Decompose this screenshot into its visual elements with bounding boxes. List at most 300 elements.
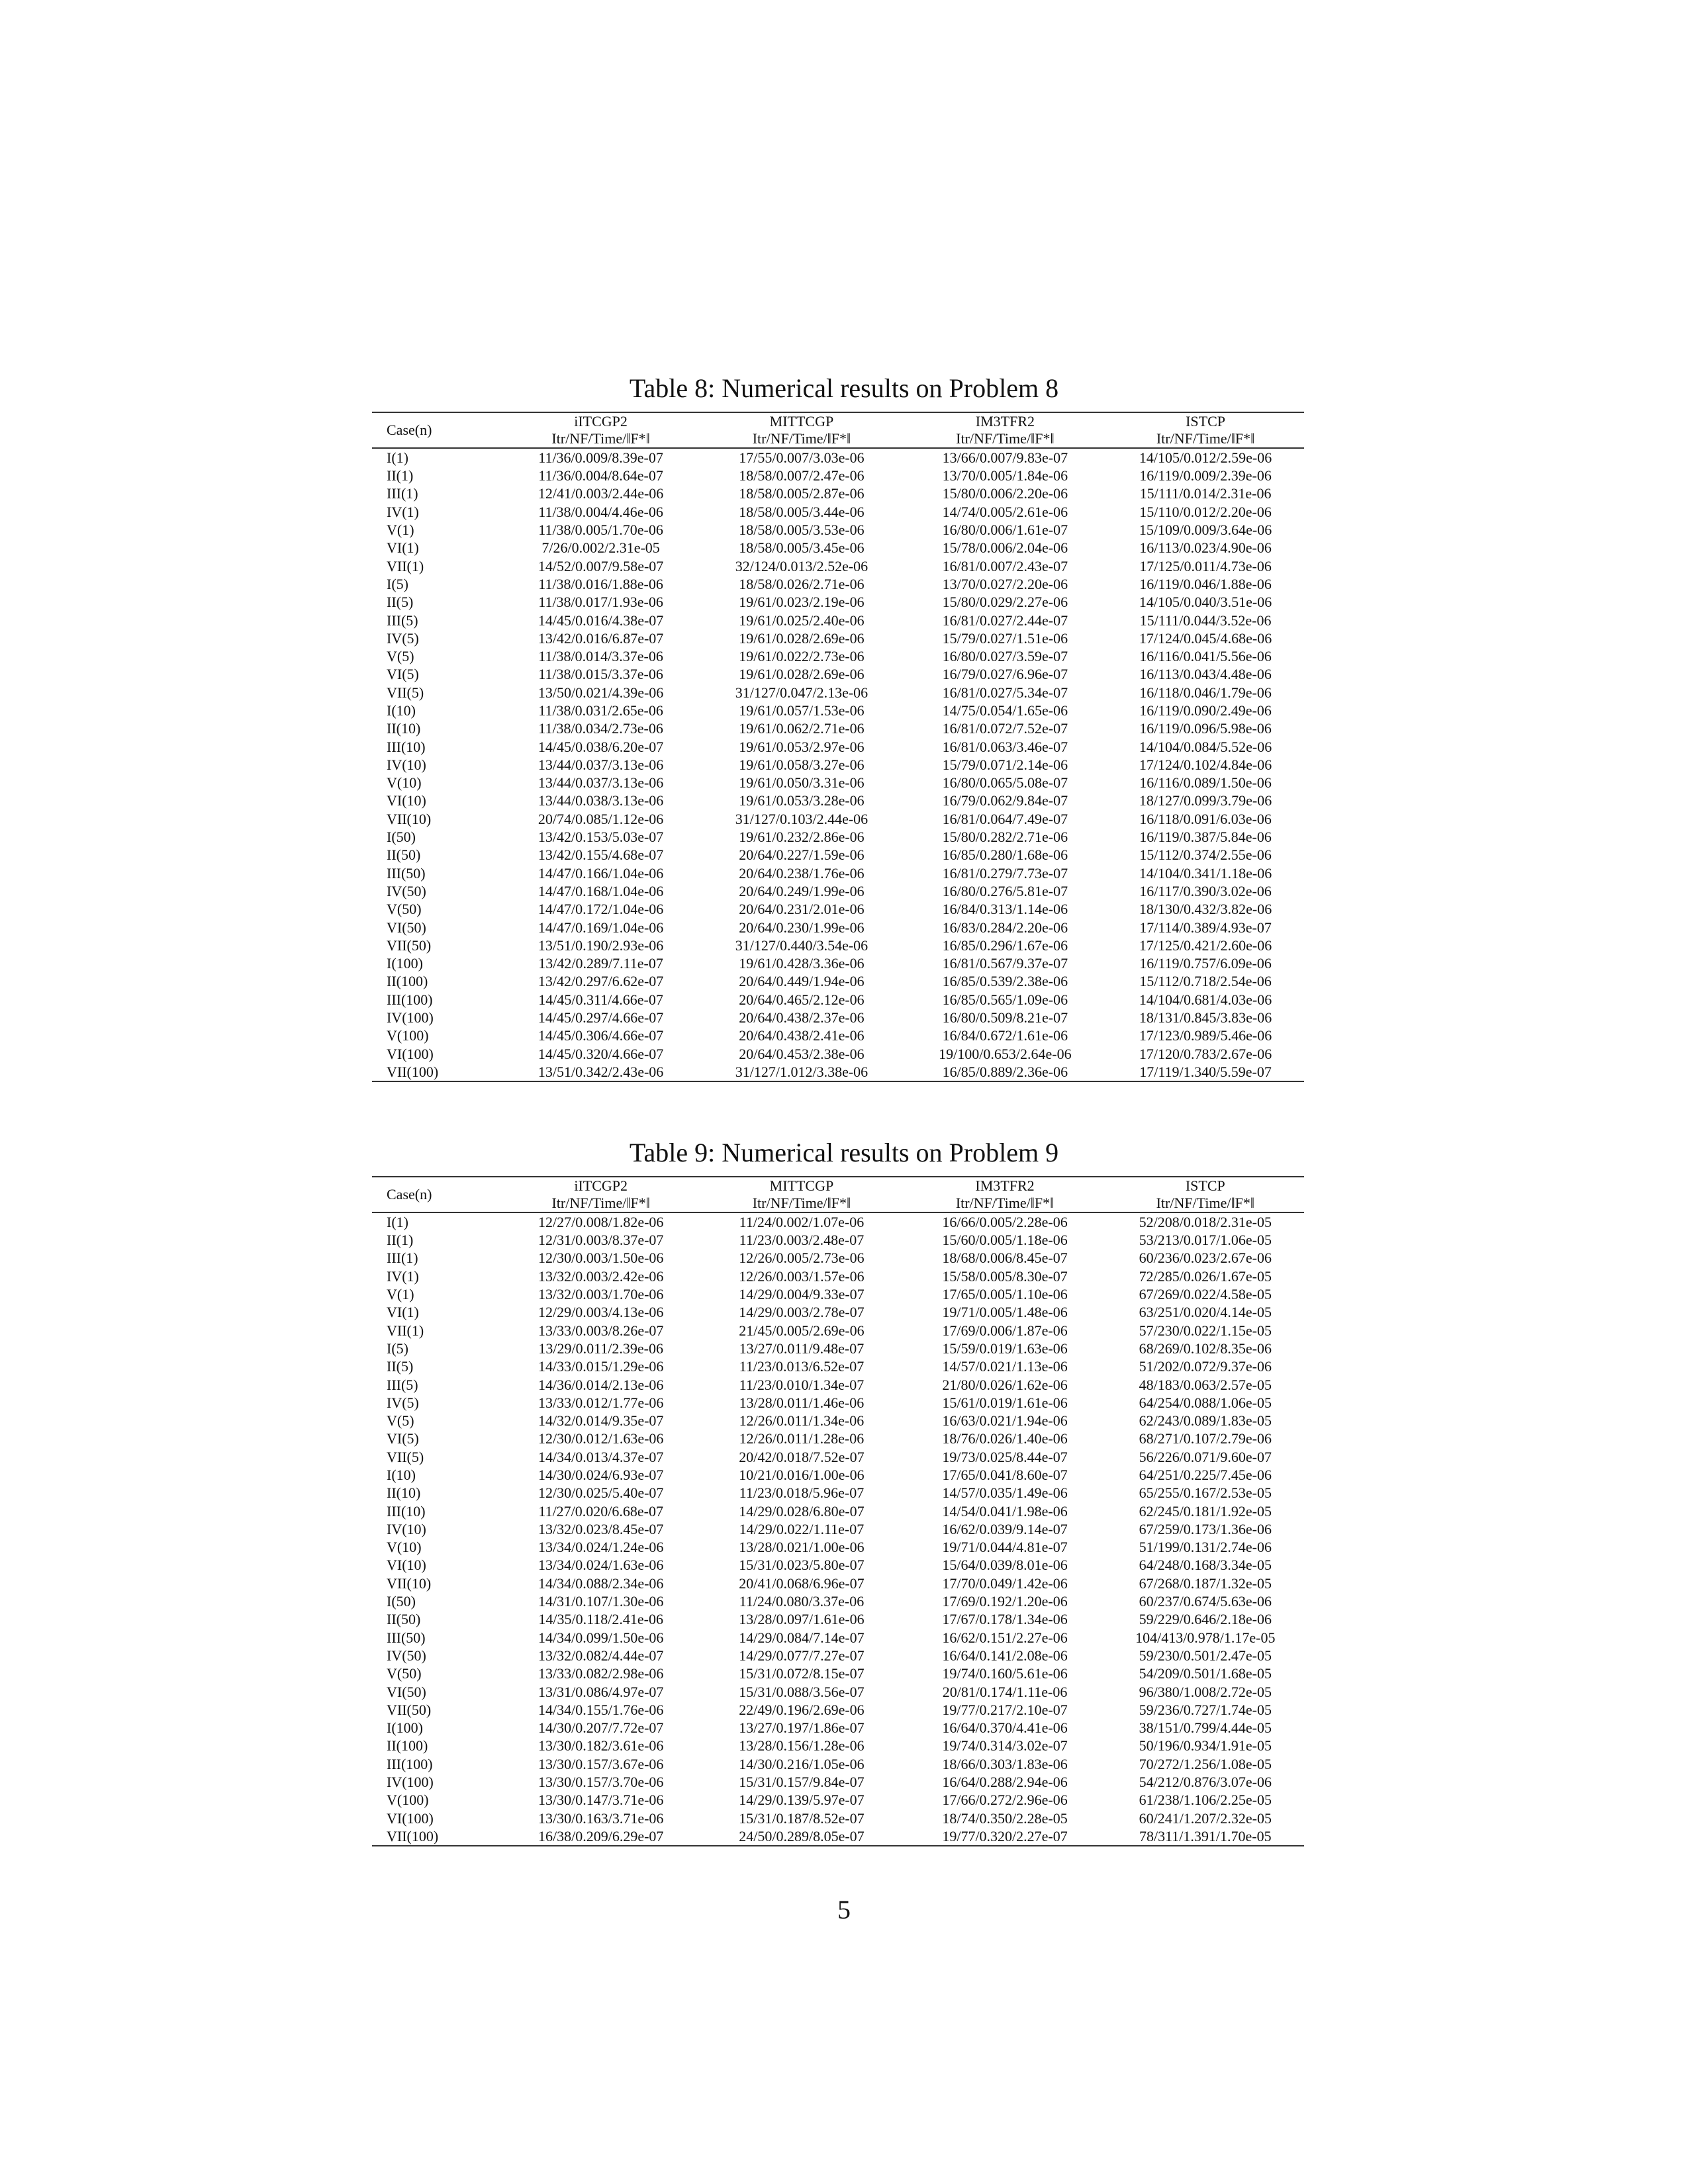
result-cell: 13/29/0.011/2.39e-06 — [538, 1340, 664, 1357]
table-row — [372, 665, 1304, 683]
result-cell: 11/36/0.004/8.64e-07 — [538, 467, 663, 484]
result-cell: 11/38/0.015/3.37e-06 — [538, 666, 663, 683]
result-cell: 13/44/0.037/3.13e-06 — [538, 774, 664, 792]
result-cell: 78/311/1.391/1.70e-05 — [1139, 1827, 1272, 1844]
table-row — [372, 1303, 1304, 1321]
case-cell: I(10) — [387, 1467, 416, 1483]
result-cell: 16/85/0.296/1.67e-06 — [942, 936, 1068, 954]
result-cell: 17/65/0.005/1.10e-06 — [942, 1286, 1068, 1303]
result-cell: 17/66/0.272/2.96e-06 — [942, 1792, 1068, 1809]
result-cell: 31/127/1.012/3.38e-06 — [735, 1063, 868, 1080]
table-row — [372, 792, 1304, 809]
result-cell: 18/58/0.005/3.44e-06 — [739, 503, 865, 520]
result-cell: 14/45/0.311/4.66e-07 — [538, 991, 663, 1008]
case-cell: VII(100) — [387, 1827, 439, 1844]
case-cell: VII(100) — [387, 1063, 439, 1080]
case-cell: II(1) — [387, 467, 414, 484]
result-cell: 15/80/0.006/2.20e-06 — [942, 485, 1068, 502]
method-header: ISTCP — [1185, 1177, 1225, 1194]
case-cell: VII(10) — [387, 810, 432, 827]
result-cell: 16/119/0.009/2.39e-06 — [1139, 467, 1272, 484]
result-cell: 14/47/0.168/1.04e-06 — [538, 882, 664, 899]
result-cell: 13/30/0.157/3.70e-06 — [538, 1774, 664, 1791]
result-cell: 18/58/0.026/2.71e-06 — [739, 575, 865, 592]
table-row — [372, 1267, 1304, 1285]
case-cell: II(50) — [387, 1611, 421, 1628]
result-cell: 16/118/0.091/6.03e-06 — [1139, 810, 1272, 827]
table-row — [372, 936, 1304, 954]
case-cell: I(5) — [387, 1340, 408, 1357]
result-cell: 19/61/0.053/2.97e-06 — [739, 738, 865, 755]
metric-subheader: Itr/NF/Time/‖F*‖ — [1156, 1195, 1255, 1211]
result-cell: 16/80/0.027/3.59e-07 — [942, 648, 1068, 665]
metric-subheader: Itr/NF/Time/‖F*‖ — [752, 430, 851, 447]
result-cell: 13/32/0.003/2.42e-06 — [538, 1267, 664, 1285]
table-row — [372, 1664, 1304, 1682]
result-cell: 20/64/0.249/1.99e-06 — [739, 882, 865, 899]
result-cell: 15/112/0.718/2.54e-06 — [1139, 973, 1272, 990]
result-cell: 64/251/0.225/7.45e-06 — [1139, 1467, 1272, 1483]
table-row — [372, 684, 1304, 702]
case-cell: VI(100) — [387, 1045, 434, 1062]
result-cell: 14/29/0.077/7.27e-07 — [739, 1647, 865, 1664]
table-row — [372, 1321, 1304, 1339]
table-9-body — [372, 1212, 1304, 1846]
method-header: IM3TFR2 — [975, 1177, 1035, 1194]
result-cell: 13/50/0.021/4.39e-06 — [538, 684, 664, 701]
result-cell: 19/61/0.428/3.36e-06 — [739, 955, 865, 972]
result-cell: 15/59/0.019/1.63e-06 — [942, 1340, 1068, 1357]
result-cell: 15/31/0.088/3.56e-07 — [739, 1683, 865, 1700]
result-cell: 62/243/0.089/1.83e-05 — [1139, 1412, 1272, 1430]
table-9 — [372, 1176, 1304, 1846]
result-cell: 17/124/0.102/4.84e-06 — [1139, 756, 1272, 773]
result-cell: 14/34/0.099/1.50e-06 — [538, 1629, 664, 1646]
result-cell: 16/119/0.387/5.84e-06 — [1139, 829, 1272, 846]
result-cell: 16/119/0.046/1.88e-06 — [1139, 575, 1272, 592]
result-cell: 11/38/0.034/2.73e-06 — [538, 720, 663, 737]
result-cell: 13/42/0.289/7.11e-07 — [538, 955, 663, 972]
table-row — [372, 1045, 1304, 1063]
case-cell: I(1) — [387, 1214, 408, 1230]
case-cell: I(1) — [387, 449, 408, 466]
result-cell: 13/70/0.005/1.84e-06 — [942, 467, 1068, 484]
result-cell: 18/58/0.005/3.45e-06 — [739, 539, 865, 557]
result-cell: 16/80/0.006/1.61e-07 — [942, 522, 1068, 539]
result-cell: 13/33/0.082/2.98e-06 — [538, 1665, 664, 1682]
result-cell: 16/85/0.280/1.68e-06 — [942, 846, 1068, 864]
metric-subheader: Itr/NF/Time/‖F*‖ — [551, 1195, 650, 1211]
result-cell: 16/64/0.141/2.08e-06 — [942, 1647, 1068, 1664]
table-row — [372, 575, 1304, 593]
case-cell: IV(1) — [387, 503, 419, 520]
result-cell: 14/45/0.320/4.66e-07 — [538, 1045, 664, 1062]
result-cell: 18/68/0.006/8.45e-07 — [942, 1250, 1068, 1267]
result-cell: 16/119/0.090/2.49e-06 — [1139, 702, 1272, 719]
case-cell: II(1) — [387, 1232, 414, 1249]
result-cell: 15/110/0.012/2.20e-06 — [1139, 503, 1272, 520]
table-row — [372, 1791, 1304, 1809]
result-cell: 16/113/0.043/4.48e-06 — [1139, 666, 1272, 683]
result-cell: 19/77/0.217/2.10e-07 — [942, 1701, 1068, 1718]
result-cell: 13/66/0.007/9.83e-07 — [942, 449, 1068, 466]
case-cell: IV(10) — [387, 756, 426, 773]
table-row — [372, 864, 1304, 882]
case-cell: VII(5) — [387, 1448, 424, 1465]
metric-subheader: Itr/NF/Time/‖F*‖ — [956, 430, 1055, 447]
result-cell: 17/69/0.192/1.20e-06 — [942, 1593, 1068, 1610]
result-cell: 31/127/0.047/2.13e-06 — [735, 684, 868, 701]
result-cell: 14/30/0.024/6.93e-07 — [538, 1467, 664, 1483]
result-cell: 14/34/0.088/2.34e-06 — [538, 1574, 664, 1592]
result-cell: 17/125/0.421/2.60e-06 — [1139, 936, 1272, 954]
case-cell: IV(100) — [387, 1009, 434, 1026]
result-cell: 14/29/0.139/5.97e-07 — [739, 1792, 865, 1809]
case-cell: III(1) — [387, 1250, 418, 1267]
result-cell: 17/114/0.389/4.93e-07 — [1139, 919, 1272, 936]
case-cell: III(1) — [387, 485, 418, 502]
result-cell: 13/27/0.197/1.86e-07 — [739, 1719, 865, 1737]
result-cell: 15/80/0.282/2.71e-06 — [942, 829, 1068, 846]
result-cell: 17/65/0.041/8.60e-07 — [942, 1467, 1068, 1483]
case-cell: VI(50) — [387, 919, 426, 936]
table-row — [372, 1809, 1304, 1827]
case-cell: V(10) — [387, 1539, 422, 1556]
result-cell: 14/34/0.155/1.76e-06 — [538, 1701, 664, 1718]
table-row — [372, 918, 1304, 936]
result-cell: 60/236/0.023/2.67e-06 — [1139, 1250, 1272, 1267]
case-cell: V(5) — [387, 648, 414, 665]
result-cell: 53/213/0.017/1.06e-05 — [1139, 1232, 1272, 1249]
result-cell: 13/31/0.086/4.97e-07 — [538, 1683, 664, 1700]
table-row — [372, 1719, 1304, 1737]
result-cell: 14/54/0.041/1.98e-06 — [942, 1502, 1068, 1520]
result-cell: 13/34/0.024/1.63e-06 — [538, 1557, 664, 1574]
case-cell: IV(5) — [387, 629, 419, 647]
case-cell: V(100) — [387, 1027, 429, 1044]
table-row — [372, 521, 1304, 539]
result-cell: 19/74/0.314/3.02e-07 — [942, 1737, 1068, 1754]
result-cell: 12/30/0.012/1.63e-06 — [538, 1430, 664, 1447]
result-cell: 14/57/0.021/1.13e-06 — [942, 1358, 1068, 1375]
result-cell: 14/29/0.003/2.78e-07 — [739, 1304, 865, 1321]
result-cell: 51/199/0.131/2.74e-06 — [1139, 1539, 1272, 1556]
result-cell: 63/251/0.020/4.14e-05 — [1139, 1304, 1272, 1321]
case-cell: VI(50) — [387, 1683, 426, 1700]
result-cell: 11/27/0.020/6.68e-07 — [538, 1502, 664, 1520]
result-cell: 14/57/0.035/1.49e-06 — [942, 1484, 1068, 1502]
result-cell: 16/119/0.757/6.09e-06 — [1139, 955, 1272, 972]
case-cell: IV(10) — [387, 1520, 426, 1537]
result-cell: 67/259/0.173/1.36e-06 — [1139, 1520, 1272, 1537]
result-cell: 19/61/0.023/2.19e-06 — [739, 594, 865, 611]
result-cell: 17/67/0.178/1.34e-06 — [942, 1611, 1068, 1628]
result-cell: 20/64/0.453/2.38e-06 — [739, 1045, 865, 1062]
case-cell: II(5) — [387, 594, 414, 611]
result-cell: 11/23/0.013/6.52e-07 — [739, 1358, 865, 1375]
case-cell: V(100) — [387, 1792, 429, 1809]
result-cell: 18/127/0.099/3.79e-06 — [1139, 792, 1272, 809]
result-cell: 11/24/0.080/3.37e-06 — [739, 1593, 865, 1610]
result-cell: 14/47/0.169/1.04e-06 — [538, 919, 664, 936]
case-cell: VII(1) — [387, 1322, 424, 1339]
table-row — [372, 557, 1304, 574]
result-cell: 21/80/0.026/1.62e-06 — [942, 1376, 1068, 1393]
result-cell: 20/64/0.438/2.37e-06 — [739, 1009, 865, 1026]
result-cell: 64/254/0.088/1.06e-05 — [1139, 1394, 1272, 1411]
table-row — [372, 629, 1304, 647]
result-cell: 15/64/0.039/8.01e-06 — [942, 1557, 1068, 1574]
result-cell: 16/83/0.284/2.20e-06 — [942, 919, 1068, 936]
result-cell: 11/24/0.002/1.07e-06 — [739, 1214, 865, 1230]
case-cell: III(50) — [387, 1629, 426, 1646]
table-row — [372, 774, 1304, 792]
result-cell: 16/118/0.046/1.79e-06 — [1139, 684, 1272, 701]
result-cell: 16/79/0.027/6.96e-07 — [942, 666, 1068, 683]
case-cell: II(5) — [387, 1358, 414, 1375]
table-row — [372, 1701, 1304, 1719]
table-row — [372, 1375, 1304, 1393]
result-cell: 14/45/0.297/4.66e-07 — [538, 1009, 664, 1026]
result-cell: 15/109/0.009/3.64e-06 — [1139, 522, 1272, 539]
case-cell: III(100) — [387, 1755, 433, 1772]
case-cell: VII(50) — [387, 1701, 432, 1718]
result-cell: 16/81/0.279/7.73e-07 — [942, 864, 1068, 882]
result-cell: 17/70/0.049/1.42e-06 — [942, 1574, 1068, 1592]
result-cell: 70/272/1.256/1.08e-05 — [1139, 1755, 1272, 1772]
result-cell: 60/237/0.674/5.63e-06 — [1139, 1593, 1272, 1610]
result-cell: 67/268/0.187/1.32e-05 — [1139, 1574, 1272, 1592]
result-cell: 16/66/0.005/2.28e-06 — [942, 1214, 1068, 1230]
result-cell: 13/51/0.342/2.43e-06 — [538, 1063, 664, 1080]
result-cell: 13/33/0.012/1.77e-06 — [538, 1394, 664, 1411]
table-row — [372, 882, 1304, 900]
result-cell: 14/36/0.014/2.13e-06 — [538, 1376, 664, 1393]
table-row — [372, 1538, 1304, 1556]
result-cell: 72/285/0.026/1.67e-05 — [1139, 1267, 1272, 1285]
result-cell: 20/64/0.231/2.01e-06 — [739, 901, 865, 918]
result-cell: 19/61/0.028/2.69e-06 — [739, 666, 865, 683]
result-cell: 12/26/0.005/2.73e-06 — [739, 1250, 865, 1267]
case-cell: II(100) — [387, 1737, 428, 1754]
result-cell: 50/196/0.934/1.91e-05 — [1139, 1737, 1272, 1754]
table-row — [372, 647, 1304, 665]
case-cell: VI(10) — [387, 792, 426, 809]
table-row — [372, 1285, 1304, 1303]
result-cell: 16/62/0.039/9.14e-07 — [942, 1520, 1068, 1537]
result-cell: 17/125/0.011/4.73e-06 — [1139, 557, 1272, 574]
table-row — [372, 1682, 1304, 1700]
result-cell: 14/29/0.004/9.33e-07 — [739, 1286, 865, 1303]
result-cell: 14/30/0.207/7.72e-07 — [538, 1719, 664, 1737]
table-row — [372, 1773, 1304, 1791]
result-cell: 14/52/0.007/9.58e-07 — [538, 557, 664, 574]
result-cell: 12/30/0.025/5.40e-07 — [538, 1484, 664, 1502]
metric-subheader: Itr/NF/Time/‖F*‖ — [551, 430, 650, 447]
result-cell: 13/34/0.024/1.24e-06 — [538, 1539, 664, 1556]
result-cell: 12/41/0.003/2.44e-06 — [538, 485, 664, 502]
result-cell: 16/80/0.276/5.81e-07 — [942, 882, 1068, 899]
result-cell: 11/23/0.018/5.96e-07 — [739, 1484, 865, 1502]
result-cell: 13/70/0.027/2.20e-06 — [942, 575, 1068, 592]
table-9-caption: Table 9: Numerical results on Problem 9 — [629, 1138, 1059, 1167]
result-cell: 14/47/0.172/1.04e-06 — [538, 901, 664, 918]
result-cell: 16/64/0.288/2.94e-06 — [942, 1774, 1068, 1791]
table-row — [372, 467, 1304, 484]
result-cell: 15/60/0.005/1.18e-06 — [942, 1232, 1068, 1249]
table-row — [372, 1009, 1304, 1026]
result-cell: 13/28/0.156/1.28e-06 — [739, 1737, 865, 1754]
result-cell: 19/100/0.653/2.64e-06 — [939, 1045, 1072, 1062]
result-cell: 56/226/0.071/9.60e-07 — [1139, 1448, 1272, 1465]
case-cell: V(10) — [387, 774, 422, 792]
result-cell: 19/71/0.044/4.81e-07 — [942, 1539, 1068, 1556]
result-cell: 13/27/0.011/9.48e-07 — [739, 1340, 865, 1357]
metric-subheader: Itr/NF/Time/‖F*‖ — [1156, 430, 1255, 447]
result-cell: 60/241/1.207/2.32e-05 — [1139, 1809, 1272, 1827]
result-cell: 14/32/0.014/9.35e-07 — [538, 1412, 664, 1430]
result-cell: 14/34/0.013/4.37e-07 — [538, 1448, 664, 1465]
case-cell: III(100) — [387, 991, 433, 1008]
result-cell: 59/229/0.646/2.18e-06 — [1139, 1611, 1272, 1628]
result-cell: 11/38/0.017/1.93e-06 — [538, 594, 663, 611]
result-cell: 16/85/0.889/2.36e-06 — [942, 1063, 1068, 1080]
result-cell: 20/64/0.438/2.41e-06 — [739, 1027, 865, 1044]
table-row — [372, 1231, 1304, 1249]
result-cell: 11/38/0.031/2.65e-06 — [538, 702, 663, 719]
table-row — [372, 954, 1304, 972]
case-cell: III(10) — [387, 1502, 426, 1520]
case-cell: VI(5) — [387, 1430, 419, 1447]
result-cell: 20/64/0.238/1.76e-06 — [739, 864, 865, 882]
table-row — [372, 448, 1304, 467]
result-cell: 20/64/0.227/1.59e-06 — [739, 846, 865, 864]
result-cell: 54/209/0.501/1.68e-05 — [1139, 1665, 1272, 1682]
result-cell: 16/81/0.567/9.37e-07 — [942, 955, 1068, 972]
result-cell: 16/64/0.370/4.41e-06 — [942, 1719, 1068, 1737]
case-header: Case(n) — [387, 422, 432, 438]
table-row — [372, 1556, 1304, 1574]
result-cell: 16/80/0.509/8.21e-07 — [942, 1009, 1068, 1026]
result-cell: 52/208/0.018/2.31e-05 — [1139, 1214, 1272, 1230]
case-cell: II(100) — [387, 973, 428, 990]
result-cell: 19/61/0.057/1.53e-06 — [739, 702, 865, 719]
result-cell: 11/38/0.016/1.88e-06 — [538, 575, 663, 592]
table-row — [372, 1737, 1304, 1754]
case-cell: I(10) — [387, 702, 416, 719]
table-row — [372, 991, 1304, 1009]
result-cell: 16/81/0.007/2.43e-07 — [942, 557, 1068, 574]
result-cell: 17/124/0.045/4.68e-06 — [1139, 629, 1272, 647]
case-header: Case(n) — [387, 1186, 432, 1203]
result-cell: 12/27/0.008/1.82e-06 — [538, 1214, 664, 1230]
method-header: MITTCGP — [769, 413, 834, 430]
result-cell: 17/55/0.007/3.03e-06 — [739, 449, 865, 466]
result-cell: 17/69/0.006/1.87e-06 — [942, 1322, 1068, 1339]
result-cell: 18/58/0.007/2.47e-06 — [739, 467, 865, 484]
table-row — [372, 900, 1304, 918]
table-row — [372, 737, 1304, 755]
table-row — [372, 1063, 1304, 1081]
result-cell: 32/124/0.013/2.52e-06 — [735, 557, 868, 574]
result-cell: 21/45/0.005/2.69e-06 — [739, 1322, 865, 1339]
result-cell: 16/63/0.021/1.94e-06 — [942, 1412, 1068, 1430]
result-cell: 57/230/0.022/1.15e-05 — [1139, 1322, 1272, 1339]
result-cell: 16/80/0.065/5.08e-07 — [942, 774, 1068, 792]
table-row — [372, 1502, 1304, 1520]
case-cell: V(1) — [387, 522, 414, 539]
result-cell: 18/58/0.005/2.87e-06 — [739, 485, 865, 502]
result-cell: 19/71/0.005/1.48e-06 — [942, 1304, 1068, 1321]
result-cell: 16/85/0.539/2.38e-06 — [942, 973, 1068, 990]
result-cell: 16/81/0.064/7.49e-07 — [942, 810, 1068, 827]
page-number: 5 — [837, 1895, 851, 1925]
table-row — [372, 846, 1304, 864]
result-cell: 14/29/0.084/7.14e-07 — [739, 1629, 865, 1646]
result-cell: 67/269/0.022/4.58e-05 — [1139, 1286, 1272, 1303]
result-cell: 24/50/0.289/8.05e-07 — [739, 1827, 865, 1844]
table-row — [372, 1827, 1304, 1846]
result-cell: 64/248/0.168/3.34e-05 — [1139, 1557, 1272, 1574]
result-cell: 31/127/0.440/3.54e-06 — [735, 936, 868, 954]
result-cell: 13/32/0.082/4.44e-07 — [538, 1647, 664, 1664]
result-cell: 15/112/0.374/2.55e-06 — [1139, 846, 1272, 864]
result-cell: 12/29/0.003/4.13e-06 — [538, 1304, 664, 1321]
result-cell: 14/35/0.118/2.41e-06 — [538, 1611, 664, 1628]
result-cell: 10/21/0.016/1.00e-06 — [739, 1467, 865, 1483]
result-cell: 15/31/0.023/5.80e-07 — [739, 1557, 865, 1574]
result-cell: 16/81/0.027/2.44e-07 — [942, 612, 1068, 629]
result-cell: 16/116/0.041/5.56e-06 — [1139, 648, 1272, 665]
table-row — [372, 756, 1304, 774]
case-cell: VII(1) — [387, 557, 424, 574]
table-row — [372, 1466, 1304, 1484]
case-cell: I(50) — [387, 1593, 416, 1610]
result-cell: 38/151/0.799/4.44e-05 — [1139, 1719, 1272, 1737]
result-cell: 16/117/0.390/3.02e-06 — [1139, 882, 1272, 899]
result-cell: 13/42/0.297/6.62e-07 — [538, 973, 664, 990]
table-row — [372, 1026, 1304, 1044]
result-cell: 16/84/0.313/1.14e-06 — [942, 901, 1068, 918]
case-cell: V(50) — [387, 1665, 422, 1682]
result-cell: 31/127/0.103/2.44e-06 — [735, 810, 868, 827]
result-cell: 16/81/0.063/3.46e-07 — [942, 738, 1068, 755]
result-cell: 20/74/0.085/1.12e-06 — [538, 810, 664, 827]
result-cell: 15/79/0.027/1.51e-06 — [942, 629, 1068, 647]
result-cell: 16/116/0.089/1.50e-06 — [1139, 774, 1272, 792]
result-cell: 104/413/0.978/1.17e-05 — [1135, 1629, 1276, 1646]
result-cell: 18/130/0.432/3.82e-06 — [1139, 901, 1272, 918]
result-cell: 18/74/0.350/2.28e-05 — [942, 1809, 1068, 1827]
result-cell: 19/61/0.028/2.69e-06 — [739, 629, 865, 647]
case-cell: I(50) — [387, 829, 416, 846]
metric-subheader: Itr/NF/Time/‖F*‖ — [752, 1195, 851, 1211]
result-cell: 15/111/0.014/2.31e-06 — [1139, 485, 1272, 502]
case-cell: III(5) — [387, 1376, 418, 1393]
case-cell: III(10) — [387, 738, 426, 755]
result-cell: 20/64/0.230/1.99e-06 — [739, 919, 865, 936]
table-8-caption: Table 8: Numerical results on Problem 8 — [629, 373, 1059, 403]
result-cell: 14/47/0.166/1.04e-06 — [538, 864, 664, 882]
result-cell: 19/61/0.058/3.27e-06 — [739, 756, 865, 773]
result-cell: 12/30/0.003/1.50e-06 — [538, 1250, 664, 1267]
case-cell: VI(10) — [387, 1557, 426, 1574]
result-cell: 12/26/0.003/1.57e-06 — [739, 1267, 865, 1285]
result-cell: 19/61/0.022/2.73e-06 — [739, 648, 865, 665]
result-cell: 13/28/0.021/1.00e-06 — [739, 1539, 865, 1556]
result-cell: 13/32/0.003/1.70e-06 — [538, 1286, 664, 1303]
method-header: IM3TFR2 — [975, 413, 1035, 430]
